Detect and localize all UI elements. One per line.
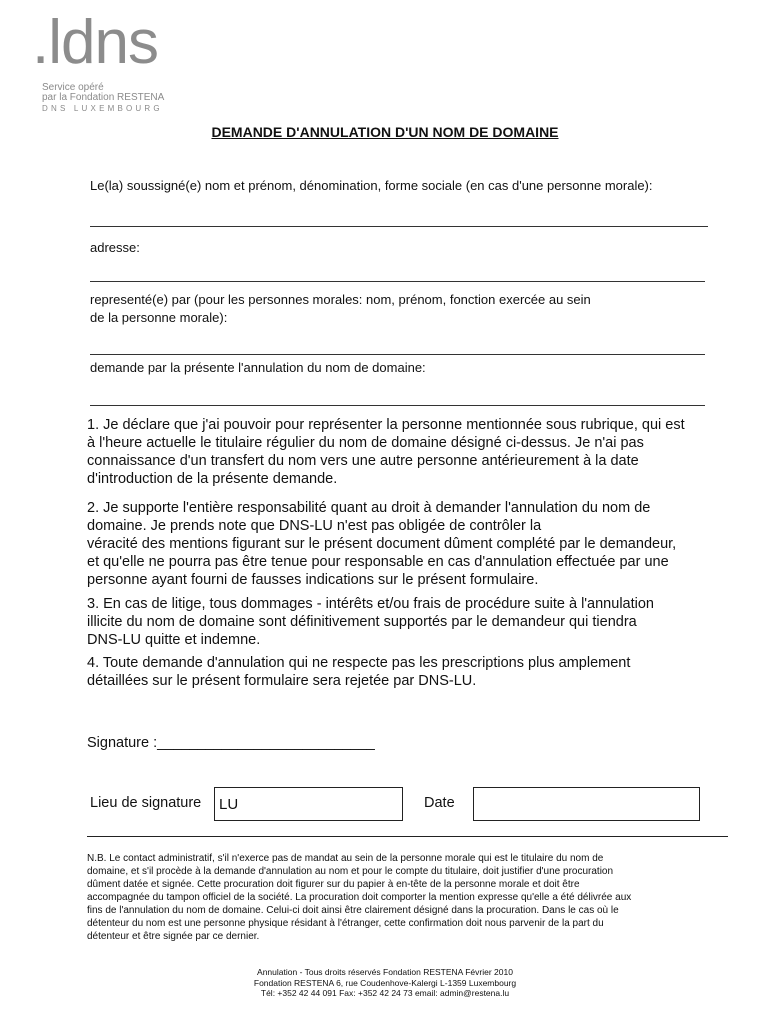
form-title: DEMANDE D'ANNULATION D'UN NOM DE DOMAINE xyxy=(211,124,559,140)
adresse-label: adresse: xyxy=(90,240,140,255)
adresse-line[interactable] xyxy=(90,281,705,282)
domain-name-line[interactable] xyxy=(90,405,705,406)
logo-dns-luxembourg-text: DNS LUXEMBOURG xyxy=(42,104,163,113)
paragraph-1 xyxy=(87,416,737,488)
paragraph-3-line: illicite du nom de domaine sont définitivement supportés par le demandeur qui tiendra xyxy=(87,614,637,630)
nb-line: dûment datée et signée. Cette procuration doit figurer sur du papier à en-tête de la personne morale et doit être xyxy=(87,879,580,890)
logo-fondation-text: par la Fondation RESTENA xyxy=(42,92,165,103)
lieu-signature-label: Lieu de signature xyxy=(90,795,202,811)
represente-label-2: de la personne morale): xyxy=(90,310,228,325)
footer-address: Fondation RESTENA 6, rue Coudenhove-Kalergi L-1359 Luxembourg xyxy=(253,977,517,988)
lieu-signature-input[interactable] xyxy=(214,787,403,821)
logo-service-text: Service opéré xyxy=(42,82,104,93)
paragraph-3-line: DNS-LU quitte et indemne. xyxy=(87,632,261,648)
paragraph-2-line: domaine. Je prends note que DNS-LU n'est pas obligée de contrôler la xyxy=(87,518,542,534)
paragraph-2-line: et qu'elle ne pourra pas être tenue pour responsable en cas d'annulation effectuée par une xyxy=(87,554,669,570)
paragraph-4 xyxy=(87,654,737,690)
paragraph-1-line: d'introduction de la présente demande. xyxy=(87,471,338,487)
paragraph-2-line: 2. Je supporte l'entière responsabilité quant au droit à demander l'annulation du nom de xyxy=(87,500,651,516)
footer xyxy=(0,967,770,999)
paragraph-4-line: détaillées sur le présent formulaire sera rejetée par DNS-LU. xyxy=(87,673,477,689)
paragraph-2-line: véracité des mentions figurant sur le présent document dûment complété par le demandeur, xyxy=(87,536,677,552)
ldns-logo: .ldns xyxy=(32,8,158,77)
represente-line[interactable] xyxy=(90,354,705,355)
footer-contact: Tél: +352 42 44 091 Fax: +352 42 24 73 email: admin@restena.lu xyxy=(260,988,510,998)
paragraph-2 xyxy=(87,499,737,589)
nb-line: domaine, et s'il procède à la demande d'annulation au nom et pour le compte du titulaire, doit justifier d'une procuration xyxy=(87,866,614,877)
footer-copyright: Annulation - Tous droits réservés Fondation RESTENA Février 2010 xyxy=(257,967,513,977)
paragraph-3 xyxy=(87,595,737,649)
date-label: Date xyxy=(424,795,455,811)
paragraph-1-line: à l'heure actuelle le titulaire régulier du nom de domaine désigné ci-dessus. Je n'ai pas xyxy=(87,435,644,451)
date-value xyxy=(474,788,699,796)
soussigne-label: Le(la) soussigné(e) nom et prénom, dénomination, forme sociale (en cas d'une personne morale): xyxy=(90,178,653,193)
paragraph-2-line: personne ayant fourni de fausses indications sur le présent formulaire. xyxy=(87,572,539,588)
signature-field[interactable]: Signature :___________________________ xyxy=(87,735,375,751)
paragraph-1-line: 1. Je déclare que j'ai pouvoir pour représenter la personne mentionnée sous rubrique, qui est xyxy=(87,417,685,433)
paragraph-3-line: 3. En cas de litige, tous dommages - intérêts et/ou frais de procédure suite à l'annulation xyxy=(87,596,654,612)
nb-line: détenteur du nom est une personne physique résidant à l'étranger, cette confirmation doit nous parvenir de la part du xyxy=(87,918,604,929)
paragraph-1-line: connaissance d'un transfert du nom vers une autre personne antérieurement à la date xyxy=(87,453,639,469)
demande-label: demande par la présente l'annulation du nom de domaine: xyxy=(90,360,426,375)
date-input[interactable] xyxy=(473,787,700,821)
separator-line xyxy=(87,836,728,837)
soussigne-line[interactable] xyxy=(90,226,708,227)
nb-line: fins de l'annulation du nom de domaine. Celui-ci doit ainsi être clairement désigné dans la procuration. Dans le cas où le xyxy=(87,905,619,916)
nb-line: détenteur et être signée par ce dernier. xyxy=(87,931,260,942)
nb-line: N.B. Le contact administratif, s'il n'exerce pas de mandat au sein de la personne morale qui est le titulaire du nom de xyxy=(87,853,604,864)
nb-note xyxy=(87,852,727,943)
paragraph-4-line: 4. Toute demande d'annulation qui ne respecte pas les prescriptions plus amplement xyxy=(87,655,631,671)
represente-label-1: representé(e) par (pour les personnes morales: nom, prénom, fonction exercée au sein xyxy=(90,292,591,307)
nb-line: accompagnée du tampon officiel de la société. La procuration doit comporter la mention expresse qu'elle a été délivrée aux xyxy=(87,892,632,903)
lieu-signature-value: LU xyxy=(219,796,239,813)
